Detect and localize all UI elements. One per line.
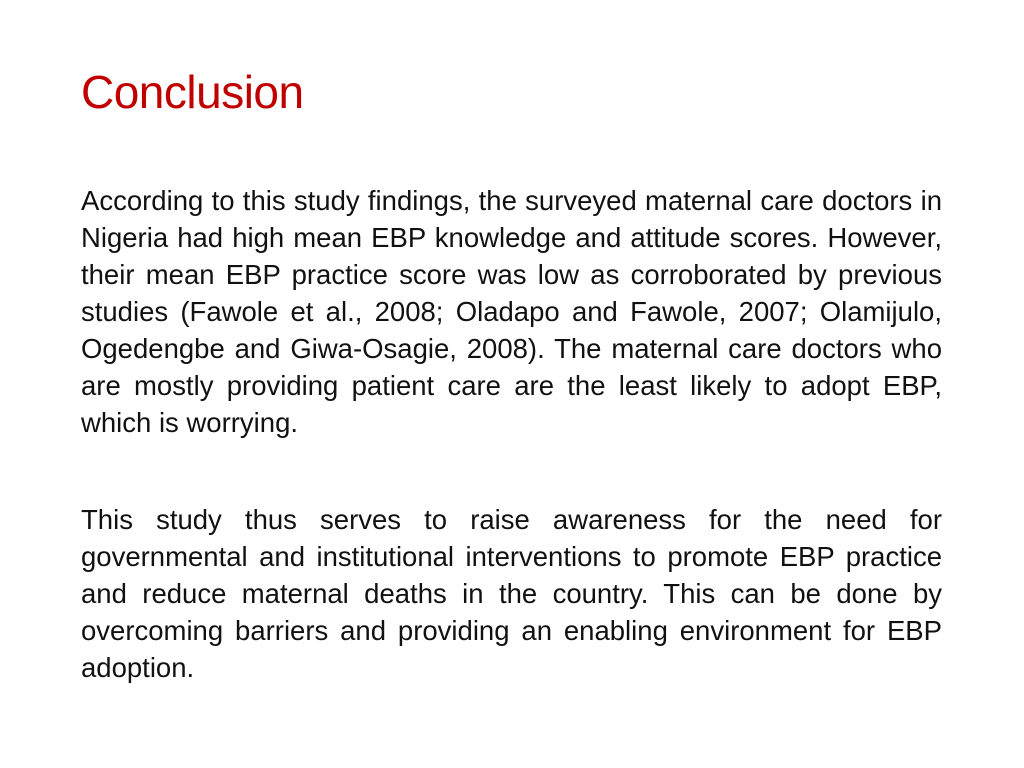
slide-title: Conclusion bbox=[81, 66, 304, 118]
slide-body bbox=[81, 182, 942, 686]
paragraph-findings: According to this study findings, the surveyed maternal care doctors in Nigeria had high mean EBP knowledge and attitude scores. However, their mean EBP practice score was low as corroborated by previous studies (Fawole et al., 2008; Oladapo and Fawole, 2007; Olamijulo, Ogedengbe and Giwa-Osagie, 2008). The maternal care doctors who are mostly providing patient care are the least likely to adopt EBP, which is worrying. bbox=[81, 185, 942, 438]
paragraph-recommendation: This study thus serves to raise awareness for the need for governmental and institutional interventions to promote EBP practice and reduce maternal deaths in the country. This can be done by overcoming barriers and providing an enabling environment for EBP adoption. bbox=[81, 504, 942, 683]
